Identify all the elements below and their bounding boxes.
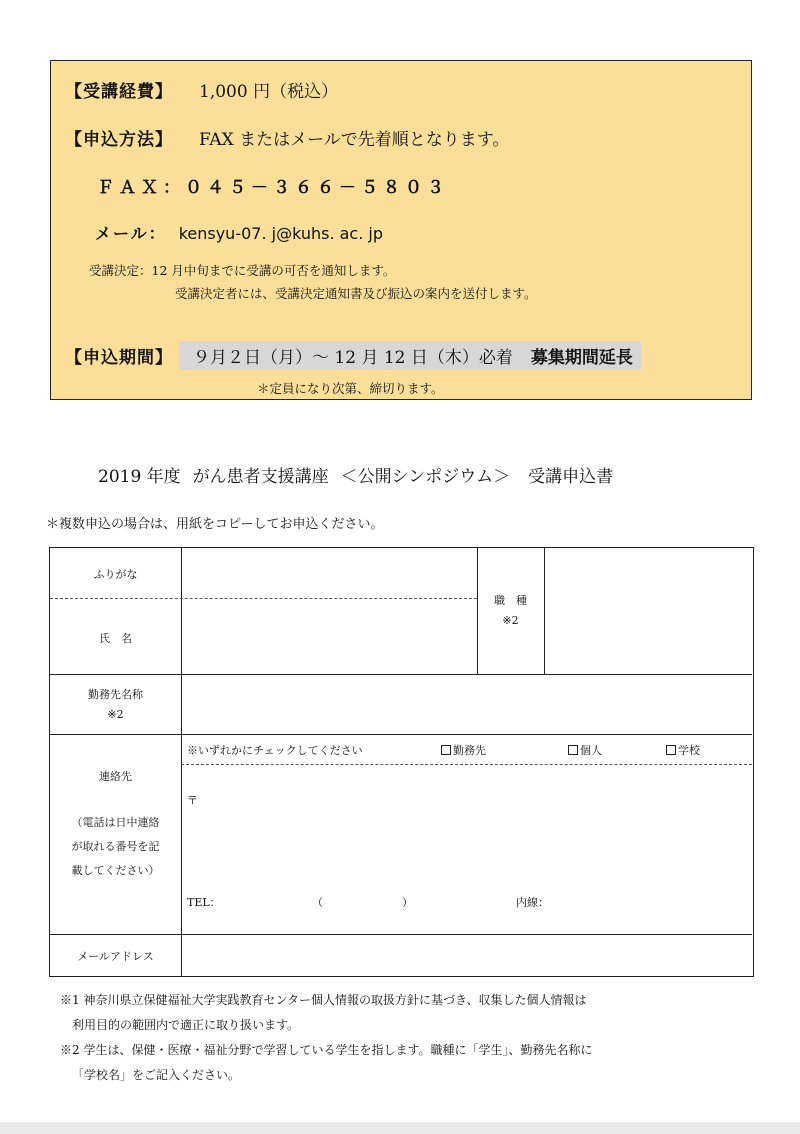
furigana-input[interactable] [183, 550, 475, 596]
furigana-divider [50, 598, 477, 599]
row-divider-contact [50, 934, 752, 935]
contact-check-divider [181, 764, 752, 765]
job-note: ※2 [502, 614, 519, 627]
contact-note-line-1: （電話は日中連絡 [71, 816, 160, 829]
tel-paren-open: （ [312, 896, 323, 909]
mail-label: メール： [95, 224, 167, 243]
period-label: 【申込期間】 [65, 348, 173, 368]
contact-note-line-2: が取れる番号を記 [71, 840, 160, 853]
email-input[interactable] [183, 938, 750, 974]
row-divider-name [50, 674, 752, 675]
option-personal[interactable] [568, 742, 602, 758]
furigana-label: ふりがな [93, 568, 138, 581]
option-school-label: 学校 [678, 744, 700, 757]
checkbox-school[interactable] [666, 745, 676, 755]
fee-value: 1,000 円（税込） [199, 82, 339, 102]
workplace-label: 勤務先名称 [88, 688, 143, 701]
tel-paren-close: ） [402, 896, 413, 909]
period-dates: ９月２日（月）～ 12 月 12 日（木）必着 [193, 348, 513, 368]
name-input[interactable] [183, 601, 475, 672]
mail-row [95, 221, 383, 244]
method-value: FAX またはメールで先着順となります。 [199, 130, 510, 150]
decision-line-2: 受講決定者には、受講決定通知書及び振込の案内を送付します。 [175, 286, 537, 301]
workplace-note: ※2 [107, 708, 124, 721]
name-label: 氏 名 [99, 632, 132, 645]
contact-note-line-3: 載してください） [71, 864, 160, 877]
fee-row [65, 77, 338, 102]
workplace-input[interactable] [183, 676, 750, 732]
tel-label: TEL： [187, 896, 221, 909]
job-input[interactable] [546, 550, 750, 672]
method-row [65, 125, 509, 150]
checkbox-personal[interactable] [568, 745, 578, 755]
row-divider-workplace [50, 734, 752, 735]
check-instruction: ※いずれかにチェックしてください [187, 744, 363, 757]
job-label: 職 種 [494, 594, 527, 607]
method-label: 【申込方法】 [65, 130, 173, 150]
postal-mark: 〒 [187, 794, 198, 807]
period-note: ＊定員になり次第、締切ります。 [257, 381, 444, 396]
option-school[interactable] [666, 742, 700, 758]
form-title-year: 2019 年度 [98, 467, 181, 487]
footnote-2-line-1: ※2 学生は、保健・医療・福祉分野で学習している学生を指します。職種に「学生」、勤務先名称に [60, 1043, 593, 1057]
option-work-label: 勤務先 [453, 744, 486, 757]
page-bottom-edge [0, 1122, 800, 1134]
job-column-divider-left [477, 548, 478, 674]
email-label: メールアドレス [77, 950, 154, 963]
form-title-sub: ＜公開シンポジウム＞ [340, 467, 511, 487]
form-title [98, 462, 613, 487]
fee-label: 【受講経費】 [65, 82, 173, 102]
footnote-1-line-2: 利用目的の範囲内で適正に取り扱います。 [72, 1018, 300, 1032]
footnote-1-line-1: ※1 神奈川県立保健福祉大学実践教育センター個人情報の取扱方針に基づき、収集した個人情報は [60, 993, 587, 1007]
decision-line-1: 受講決定：12 月中旬までに受講の可否を通知します。 [89, 263, 396, 278]
period-row [65, 341, 641, 370]
label-column-divider [181, 548, 182, 976]
form-title-doc: 受講申込書 [528, 467, 614, 487]
tel-input[interactable] [220, 888, 510, 910]
address-input[interactable] [205, 774, 750, 874]
application-form-table [49, 547, 754, 977]
extension-label: 内線： [516, 896, 549, 909]
period-highlight [179, 341, 641, 370]
fax-number: ＦＡＸ：０４５－３６６－５８０３ [97, 178, 449, 198]
info-box [50, 60, 752, 400]
contact-label: 連絡先 [99, 770, 132, 783]
period-extension: 募集期間延長 [530, 348, 633, 368]
form-title-course: がん患者支援講座 [192, 467, 329, 487]
option-personal-label: 個人 [580, 744, 602, 757]
job-column-divider-right [544, 548, 545, 674]
checkbox-work[interactable] [441, 745, 451, 755]
form-note: ＊複数申込の場合は、用紙をコピーしてお申込ください。 [46, 517, 384, 532]
extension-input[interactable] [556, 888, 746, 910]
footnote-2-line-2: 「学校名」をご記入ください。 [72, 1068, 241, 1082]
option-work[interactable] [441, 742, 486, 758]
mail-address[interactable]: kensyu-07. j@kuhs. ac. jp [178, 224, 383, 243]
